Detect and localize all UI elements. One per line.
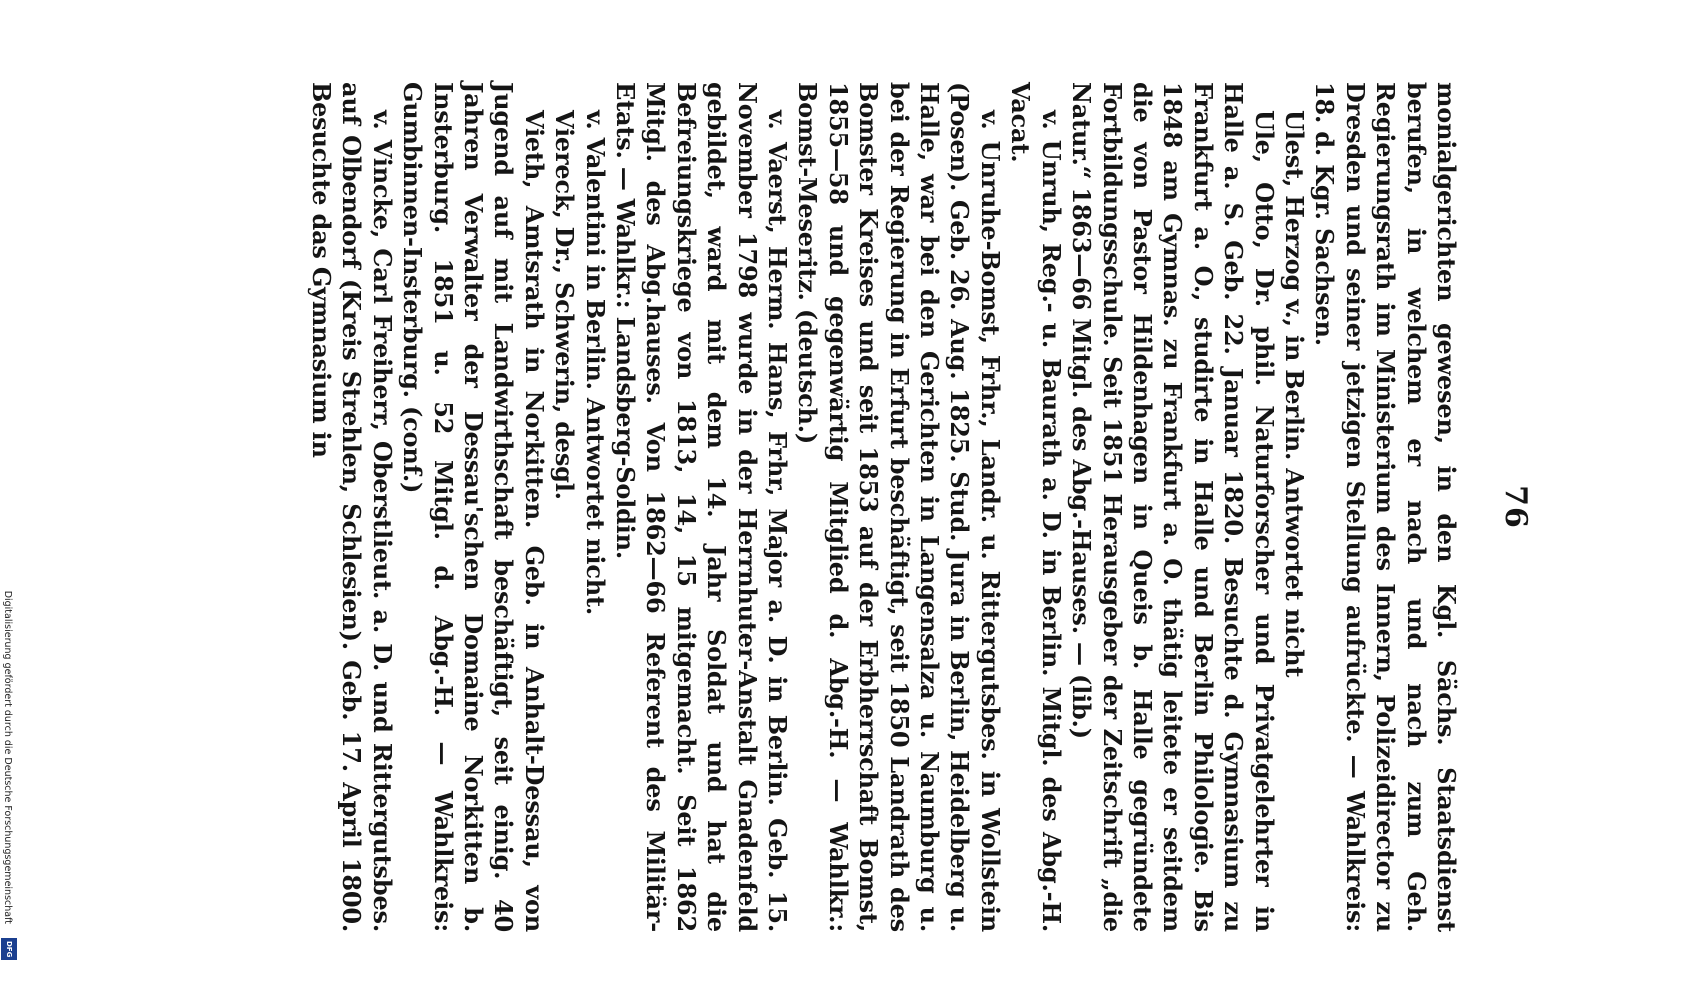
text-paragraph: monialgerichten gewesen, in den Kgl. Sächs. Staatsdienst berufen, in welchem er nach und nach zum Geh. Regierungsrath im Ministerium des Innern, Polizeidirector zu Dresden und seiner jetzigen Stellung aufrückte. — Wahlkreis: 18. d. Kgr. Sachsen. <box>1310 82 1461 932</box>
register-entry: Viereck, Dr., Schwerin, desgl. <box>550 110 580 500</box>
text-paragraph: Ule, Otto, Dr. phil. Naturforscher und Privatgelehrter in Halle a. S. Geb. 22. Januar 1820. Besuchte d. Gymnasium zu Frankfurt a. O., studirte in Halle und Berlin Philologie. Bis 1848 am Gymnas. zu Frankfurt a. O. thätig leitete er seitdem die von Pastor Hildenhagen in Queis b. Halle gegründete Fortbildungsschule. Seit 1851 Herausgeber der Zeitschrift „die Natur.“ 1863—66 Mitgl. des Abg.-Hauses. — (lib.) <box>1067 82 1279 932</box>
page-number: 76 <box>1498 485 1533 529</box>
register-entry: Ulest, Herzog v., in Berlin. Antwortet nicht <box>1279 110 1309 678</box>
register-entry: v. Vincke, Carl Freiherr, Oberstlieut. a. D. und Rittergutsbes. auf Olbendorf (Kreis Strehlen, Schlesien). Geb. 17. April 1800. Besuchte das Gymnasium in <box>306 82 397 932</box>
funding-note-text: Digitalisierung gefördert durch die Deutsche Forschungsgemeinschaft <box>2 590 13 924</box>
register-entry: v. Unruhe-Bomst, Frhr., Landr. u. Rittergutsbes. in Wollstein (Posen). Geb. 26. Aug. 1825. Stud. Jura in Berlin, Heidelberg u. Halle, war bei den Gerichten in Langensalza u. Naumburg u. bei der Regierung in Erfurt beschäftigt, seit 1850 Landrath des Bomster Kreises und seit 1853 auf der Erbherrschaft Bomst, 1855—58 und gegenwärtig Mitglied d. Abg.-H. — Wahlkr.: Bomst-Meseritz. (deutsch.) <box>793 82 1005 932</box>
funding-side-note <box>0 0 18 1000</box>
register-entry: v. Valentini in Berlin. Antwortet nicht. <box>580 110 610 616</box>
scanned-page <box>133 82 1533 932</box>
register-entry: v. Unruh, Reg.- u. Baurath a. D. in Berlin. Mitgl. des Abg.-H. Vacat. <box>1006 82 1066 932</box>
text-paragraph: Vieth, Amtsrath in Norkitten. Geb. in Anhalt-Dessau, von Jugend auf mit Landwirthschaft beschäftigt, seit einig. 40 Jahren Verwalter der Dessau'schen Domaine Norkitten b. Insterburg. 1851 u. 52 Mitgl. d. Abg.-H. — Wahlkreis: Gumbinnen-Insterburg. (conf.) <box>398 82 549 932</box>
register-entry: v. Vaerst, Herm. Hans, Frhr, Major a. D. in Berlin. Geb. 15. November 1798 wurde in der Herrnhuter-Anstalt Gnadenfeld gebildet, ward mit dem 14. Jahr Soldat und hat die Befreiungskriege von 1813, 14, 15 mitgemacht. Seit 1862 Mitgl. des Abg.hauses. Von 1862—66 Referent des Militär-Etats. — Wahlkr.: Landsberg-Soldin. <box>611 82 793 932</box>
body-text <box>306 82 1461 932</box>
dfg-logo: DFG <box>1 938 17 960</box>
